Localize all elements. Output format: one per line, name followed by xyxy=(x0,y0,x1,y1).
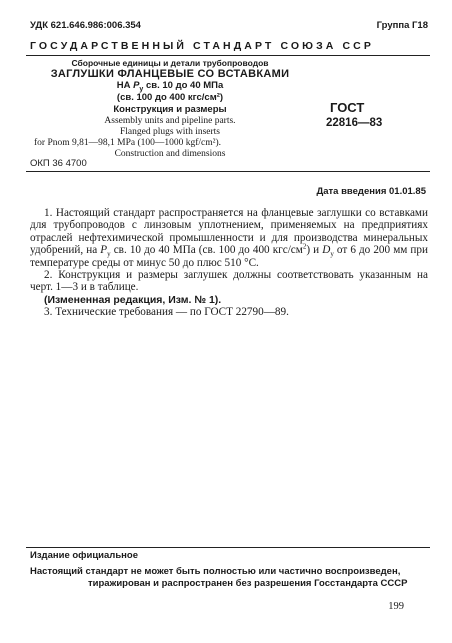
paragraph-1: 1. Настоящий стандарт распространяется на фланцевые заглушки со вставками для трубопроводов с линзовым уплотнением, применяемых на предприятиях отраслей нефтехимической промышленности и для производства минеральных удобрений, на $P_y$ св. 10 до 40 МПа (св. 100 до 400 кгс/$см^2$) и $D_y$ от 6 до 200 мм при температуре среды от минус 50 до плюс 510 °С. xyxy=(30,207,429,269)
title-en-line1: Assembly units and pipeline parts. xyxy=(104,116,236,126)
title-ru-line5: Конструкция и размеры xyxy=(113,104,227,115)
paragraph-3: 3. Технические требования — по ГОСТ 22790—89. xyxy=(44,306,289,319)
top-rule xyxy=(26,55,430,56)
title-en-line2: Flanged plugs with inserts xyxy=(119,127,220,137)
title-en-line3: for Pnom 9,81—98,1 MPa (100—1000 kgf/cm²). xyxy=(34,138,222,148)
copyright-notice-line1: Настоящий стандарт не может быть полностью или частично воспроизведен, xyxy=(30,566,401,577)
page-number: 199 xyxy=(388,601,404,612)
title-ru-line4: (св. 100 до 400 кгс/см²) xyxy=(116,92,224,103)
header-bottom-rule xyxy=(26,171,430,172)
title-ru-line1: Сборочные единицы и детали трубопроводов xyxy=(71,58,269,68)
title-ru-line3: НА $P_y$ св. 10 до 40 МПа xyxy=(116,80,224,93)
gosstandart-banner: ГОСУДАРСТВЕННЫЙ СТАНДАРТ СОЮЗА ССР xyxy=(30,40,374,52)
copyright-notice-line2: тиражирован и распространен без разрешения Госстандарта СССР xyxy=(88,578,408,589)
okp-code: ОКП 36 4700 xyxy=(30,158,87,169)
standard-body xyxy=(30,207,428,319)
gost-label: ГОСТ xyxy=(330,100,365,115)
amendment-note: (Измененная редакция, Изм. № 1). xyxy=(44,293,222,306)
title-ru-line2: ЗАГЛУШКИ ФЛАНЦЕВЫЕ СО ВСТАВКАМИ xyxy=(50,68,290,80)
gost-number: 22816—83 xyxy=(326,117,383,129)
introduction-date: Дата введения 01.01.85 xyxy=(316,186,426,197)
paragraph-2: 2. Конструкция и размеры заглушек должны соответствовать указанным на черт. 1—3 и в таблице. xyxy=(30,269,428,294)
official-edition-label: Издание официальное xyxy=(30,550,138,561)
footer-rule xyxy=(26,547,430,548)
udc-code: УДК 621.646.986:006.354 xyxy=(30,20,141,31)
title-en-line4: Construction and dimensions xyxy=(114,149,226,159)
group-code: Группа Г18 xyxy=(376,20,428,31)
standard-title-block xyxy=(30,58,310,160)
